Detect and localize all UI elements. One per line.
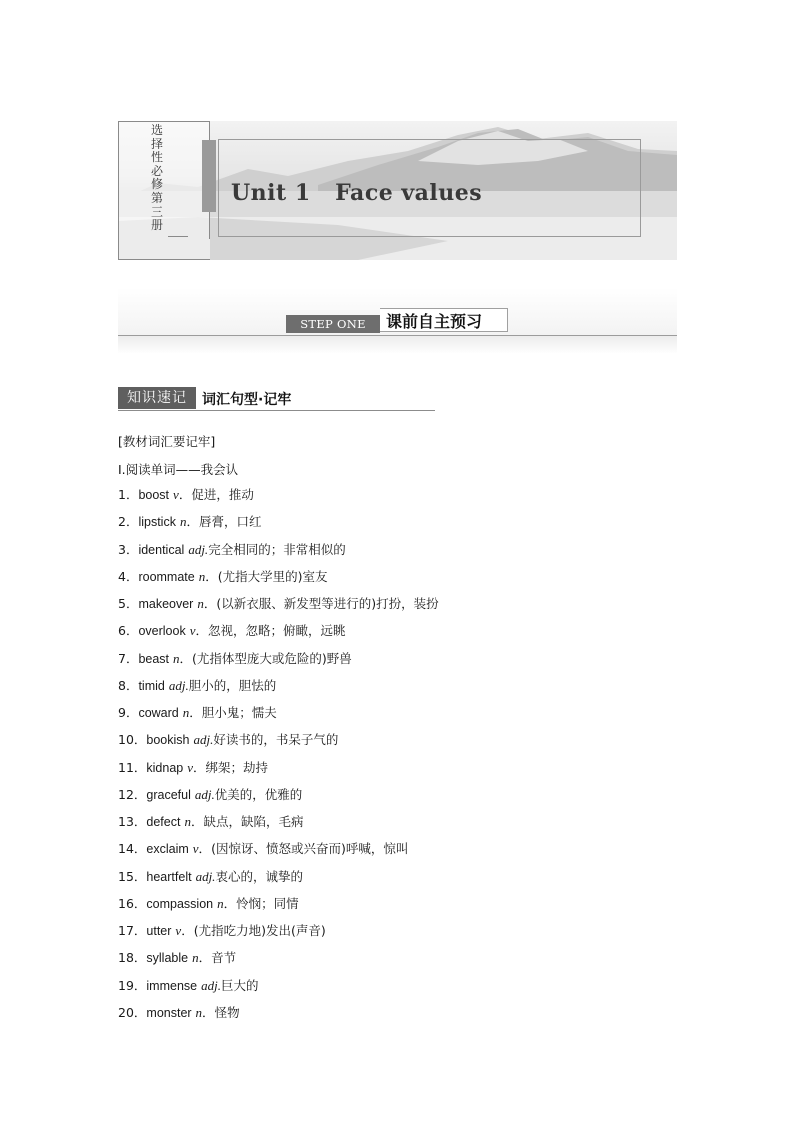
vocab-meaning: 完全相同的；非常相似的 xyxy=(208,541,346,557)
vocab-separator: ． xyxy=(202,1004,215,1020)
vocab-word: roommate xyxy=(138,569,195,584)
vocab-number: 9． xyxy=(118,705,139,720)
vocab-item xyxy=(118,950,439,977)
vocab-part-of-speech: n xyxy=(195,1004,203,1020)
vocab-meaning: 绑架；劫持 xyxy=(205,759,269,775)
vocab-separator: ． xyxy=(190,814,204,829)
vocab-meaning: 忽视，忽略；俯瞰，远眺 xyxy=(207,623,346,639)
vocab-number: 5． xyxy=(118,596,139,611)
vocab-meaning: (尤指吃力地)发出(声音) xyxy=(193,923,326,938)
vocab-word: defect xyxy=(146,815,181,829)
vocab-word: identical xyxy=(138,542,185,557)
vocab-word: syllable xyxy=(146,951,189,966)
vocab-number: 12． xyxy=(118,786,147,802)
vocab-word: graceful xyxy=(146,787,191,802)
section-title: 词汇句型·记牢 xyxy=(202,392,292,408)
vocab-meaning: 胆小的，胆怯的 xyxy=(188,677,277,693)
vocab-meaning: 怪物 xyxy=(214,1004,240,1020)
vocab-meaning: 怜悯；同情 xyxy=(236,895,299,911)
vocab-item xyxy=(118,623,439,650)
vocab-number: 18． xyxy=(118,950,147,966)
vocab-number: 13． xyxy=(118,814,147,829)
vocab-meaning: 音节 xyxy=(211,950,237,966)
vocab-part-of-speech: v xyxy=(189,623,196,639)
vocab-word: exclaim xyxy=(146,842,189,857)
vocab-item xyxy=(118,678,439,705)
section-divider xyxy=(118,410,435,411)
vocab-part-of-speech: n xyxy=(197,596,204,611)
vocab-meaning: (以新衣服、新发型等进行的)打扮，装扮 xyxy=(216,596,439,611)
vocab-word: bookish xyxy=(146,733,190,748)
vocab-part-of-speech: adj. xyxy=(193,732,214,748)
vocab-item xyxy=(118,569,439,596)
vocab-item xyxy=(118,596,439,623)
side-divider xyxy=(168,236,188,237)
vocab-separator: ． xyxy=(178,487,192,502)
vocab-number: 7． xyxy=(118,650,139,666)
vocab-word: heartfelt xyxy=(146,869,192,884)
vocab-item xyxy=(118,705,439,732)
vocab-separator: ． xyxy=(189,705,202,720)
vocab-part-of-speech: v xyxy=(187,759,194,775)
vocab-word: overlook xyxy=(138,624,186,639)
vocab-meaning: 巨大的 xyxy=(220,977,259,993)
vocab-part-of-speech: n xyxy=(198,568,206,584)
vocab-item xyxy=(118,651,439,678)
vocab-separator: ． xyxy=(195,623,208,639)
vocab-item xyxy=(118,814,439,841)
vocab-item xyxy=(118,1005,439,1032)
unit-title: Unit 1 Face values xyxy=(231,180,483,206)
vocab-number: 19． xyxy=(118,977,147,993)
vocab-item xyxy=(118,896,439,923)
vocab-word: compassion xyxy=(146,896,214,911)
vocab-word: timid xyxy=(138,678,165,693)
accent-bar xyxy=(202,140,216,212)
vocab-item xyxy=(118,514,439,541)
vocab-separator: ． xyxy=(181,923,194,938)
vocab-meaning: 好读书的，书呆子气的 xyxy=(213,732,339,748)
vocab-separator: ． xyxy=(223,895,237,911)
vocab-separator: ． xyxy=(186,514,199,530)
vocab-part-of-speech: v xyxy=(192,841,199,857)
step-shadow xyxy=(118,336,677,354)
vocab-separator: ． xyxy=(203,596,217,611)
vocab-list xyxy=(118,487,439,1032)
step-title: 课前自主预习 xyxy=(386,312,483,331)
vocab-meaning: (尤指体型庞大或危险的)野兽 xyxy=(192,650,352,666)
vocab-meaning: 优美的，优雅的 xyxy=(214,786,303,802)
vocab-meaning: (尤指大学里的)室友 xyxy=(217,568,328,584)
vocab-part-of-speech: n xyxy=(173,650,180,666)
vocab-item xyxy=(118,841,439,868)
vocab-meaning: 衷心的，诚挚的 xyxy=(215,868,303,884)
step-divider xyxy=(118,335,677,336)
vocab-separator: ． xyxy=(198,950,212,966)
vocab-word: immense xyxy=(146,978,198,993)
vocab-word: beast xyxy=(138,651,170,666)
step-tag xyxy=(286,315,380,333)
vocab-word: lipstick xyxy=(138,515,176,530)
section-tag-label: 知识速记 xyxy=(127,390,187,406)
vocab-meaning: (因惊讶、愤怒或兴奋而)呼喊，惊叫 xyxy=(211,841,409,857)
vocab-item xyxy=(118,760,439,787)
vocab-number: 3． xyxy=(118,541,139,557)
vocab-separator: ． xyxy=(198,841,212,857)
section-tag xyxy=(118,387,196,409)
vocab-word: coward xyxy=(138,706,179,720)
vocab-part-of-speech: n xyxy=(192,950,199,966)
vocab-item xyxy=(118,787,439,814)
vocab-part-of-speech: n xyxy=(184,814,191,829)
vocab-number: 6． xyxy=(118,623,139,639)
vocab-item xyxy=(118,923,439,950)
subsection-heading: [教材词汇要记牢] xyxy=(118,434,216,449)
vocab-number: 1． xyxy=(118,487,139,502)
vocab-word: utter xyxy=(146,924,172,938)
vocab-part-of-speech: v xyxy=(173,487,179,502)
vocab-meaning: 胆小鬼；懦夫 xyxy=(201,705,277,720)
vocab-separator: ． xyxy=(179,650,193,666)
vocab-number: 4． xyxy=(118,568,139,584)
vocab-number: 2． xyxy=(118,514,139,530)
vocab-part-of-speech: adj. xyxy=(201,977,221,993)
vocab-item xyxy=(118,542,439,569)
vocab-number: 17． xyxy=(118,923,147,938)
vocab-item xyxy=(118,487,439,514)
vocab-separator: ． xyxy=(193,759,206,775)
vocab-item xyxy=(118,869,439,896)
vocab-meaning: 促进，推动 xyxy=(191,487,254,502)
vocab-number: 11． xyxy=(118,759,147,775)
vocab-word: kidnap xyxy=(146,760,184,775)
vocab-number: 8． xyxy=(118,677,139,693)
vocab-part-of-speech: adj. xyxy=(168,677,189,693)
vocab-number: 20． xyxy=(118,1004,147,1020)
vocab-meaning: 唇膏，口红 xyxy=(198,514,262,530)
vocab-separator: ． xyxy=(205,568,218,584)
vocab-part-of-speech: adj. xyxy=(188,541,209,557)
vocab-number: 16． xyxy=(118,895,147,911)
vocab-number: 15． xyxy=(118,868,147,884)
vocab-word: boost xyxy=(138,488,170,502)
vocab-word: makeover xyxy=(138,597,194,611)
vocab-part-of-speech: adj. xyxy=(195,868,216,884)
vocab-part-of-speech: v xyxy=(175,923,182,938)
part-title: Ⅰ.阅读单词——我会认 xyxy=(118,462,239,477)
vocab-number: 10． xyxy=(118,732,147,748)
vocab-number: 14． xyxy=(118,841,147,857)
vocab-item xyxy=(118,732,439,759)
vocab-word: monster xyxy=(146,1005,192,1020)
vocab-part-of-speech: n xyxy=(217,895,224,911)
step-tag-label: STEP ONE xyxy=(300,317,366,331)
vocab-part-of-speech: n xyxy=(179,514,187,530)
vocab-item xyxy=(118,978,439,1005)
vocab-part-of-speech: n xyxy=(182,705,190,720)
volume-label: 选择性必修第三册 xyxy=(150,123,163,233)
vocab-meaning: 缺点，缺陷，毛病 xyxy=(203,814,304,829)
vocab-part-of-speech: adj. xyxy=(194,786,215,802)
